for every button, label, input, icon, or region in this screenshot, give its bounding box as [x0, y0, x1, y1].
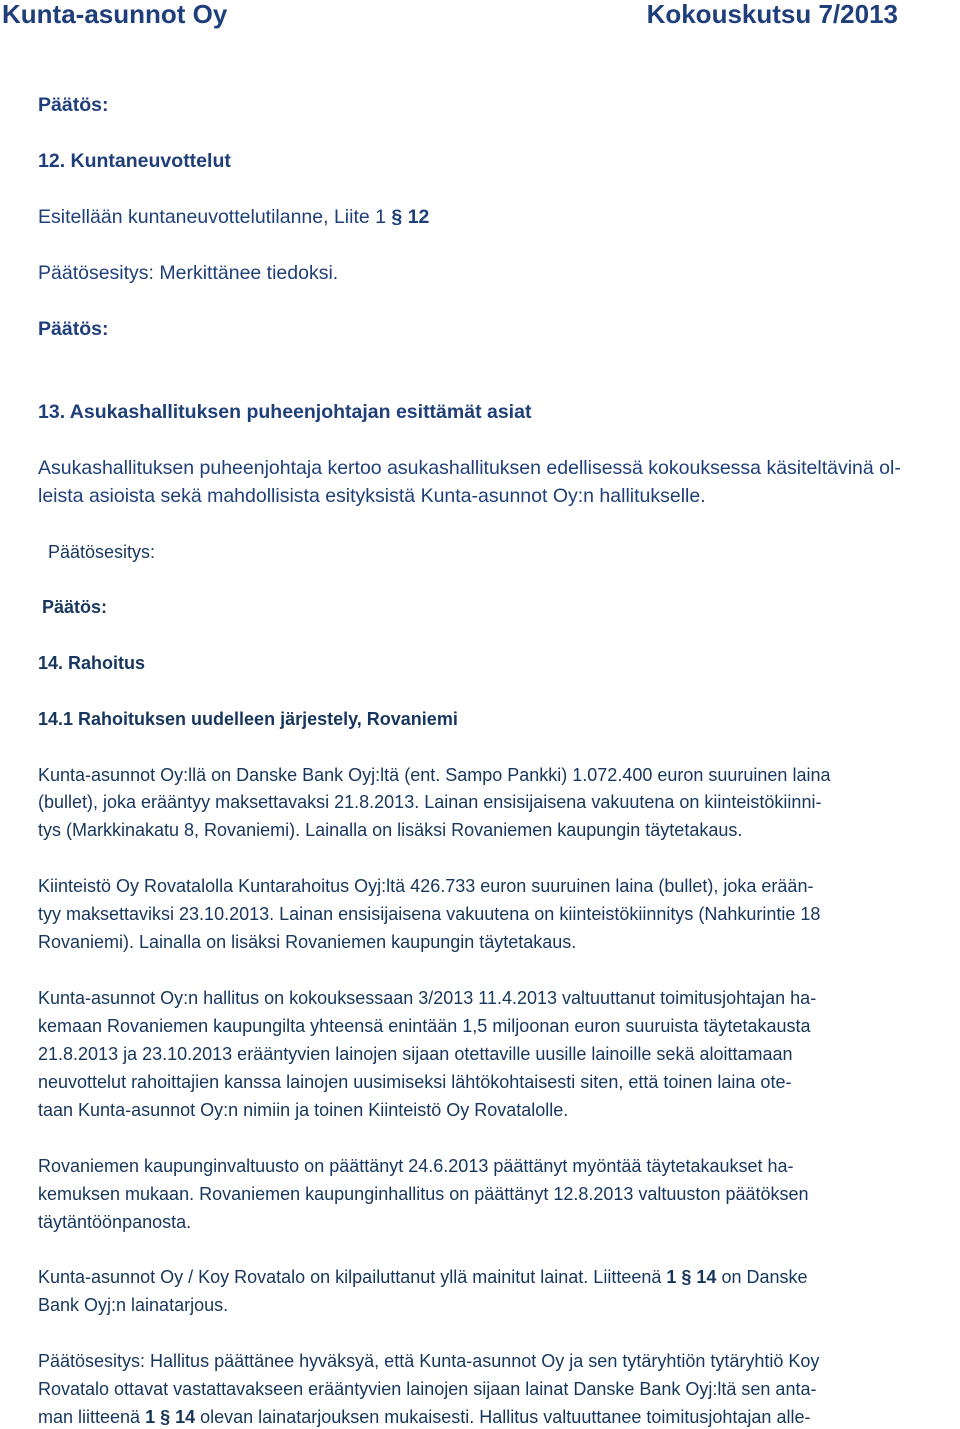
attachment-number: 1: [666, 1267, 677, 1287]
paragraph-line: kemuksen mukaan. Rovaniemen kaupunginhallitus on päättänyt 12.8.2013 valtuuston päätöksen: [38, 1184, 809, 1204]
proposal-line: [38, 1408, 810, 1426]
paragraph-line: Kunta-asunnot Oy:llä on Danske Bank Oyj:ltä (ent. Sampo Pankki) 1.072.400 euron suuruinen laina: [38, 765, 831, 785]
attachment-paragraph-line: [38, 1268, 808, 1286]
attachment-number: 12: [402, 206, 430, 228]
paragraph-line: Kiinteistö Oy Rovatalolla Kuntarahoitus Oyj:ltä 426.733 euron suuruinen laina (bullet), joka erään-: [38, 876, 814, 896]
attachment-text: Esitellään kuntaneuvottelutilanne, Liite 1: [38, 206, 392, 228]
paragraph-text: on Danske: [716, 1267, 808, 1287]
paragraph-line: kemaan Rovaniemen kaupungilta yhteensä enintään 1,5 miljoonan euron suuruista täytetakausta: [38, 1016, 811, 1036]
paragraph-line: tys (Markkinakatu 8, Rovaniemi). Lainalla on lisäksi Rovaniemen kaupungin täytetakaus.: [38, 820, 743, 840]
paragraph-text: man liitteenä: [38, 1407, 146, 1427]
section-13-line-1: Asukashallituksen puheenjohtaja kertoo asukashallituksen edellisessä kokouksessa käsiteltävinä ol-: [38, 457, 901, 479]
section-13-proposal: Päätösesitys:: [48, 542, 156, 562]
paragraph-line: neuvottelut rahoittajien kanssa lainojen uusimiseksi lähtökohtaisesti siten, että toinen laina ote-: [38, 1072, 792, 1092]
paragraph-line: Rovaniemi). Lainalla on lisäksi Rovaniemen kaupungin täytetakaus.: [38, 932, 577, 952]
paragraph-line: (bullet), joka erääntyy maksettavaksi 21.8.2013. Lainan ensisijaisena vakuutena on kiinteistökiinni-: [38, 792, 822, 812]
section-12-attachment-line: [38, 208, 429, 228]
section-13-decision: Päätös:: [42, 597, 108, 617]
section-14-1-title: 14.1 Rahoituksen uudelleen järjestely, Rovaniemi: [38, 709, 458, 729]
paragraph-line: taan Kunta-asunnot Oy:n nimiin ja toinen Kiinteistö Oy Rovatalolle.: [38, 1100, 569, 1120]
paragraph-line: Rovaniemen kaupunginvaltuusto on päättänyt 24.6.2013 päättänyt myöntää täytetakaukset ha-: [38, 1156, 794, 1176]
section-14-title: 14. Rahoitus: [38, 653, 146, 673]
header-organization: Kunta-asunnot Oy: [2, 0, 228, 29]
proposal-line: Päätösesitys: Hallitus päättänee hyväksyä, että Kunta-asunnot Oy ja sen tytäryhtiön tytäryhtiö Koy: [38, 1351, 820, 1371]
paragraph-text: olevan lainatarjouksen mukaisesti. Hallitus valtuuttanee toimitusjohtajan alle-: [195, 1407, 811, 1427]
section-number: 14: [170, 1407, 196, 1427]
paragraph-line: Bank Oyj:n lainatarjous.: [38, 1295, 229, 1315]
paragraph-line: Kunta-asunnot Oy:n hallitus on kokouksessaan 3/2013 11.4.2013 valtuuttanut toimitusjohtajan ha-: [38, 988, 817, 1008]
section-13-title: 13. Asukashallituksen puheenjohtajan esittämät asiat: [38, 401, 532, 423]
section-sign-icon: §: [155, 1407, 171, 1427]
section-12-title: 12. Kuntaneuvottelut: [38, 150, 231, 172]
attachment-number: 1: [145, 1407, 156, 1427]
section-number: 14: [691, 1267, 717, 1287]
paragraph-line: 21.8.2013 ja 23.10.2013 erääntyvien lainojen sijaan otettaville uusille lainoille sekä aloittamaan: [38, 1044, 793, 1064]
section-sign-icon: §: [391, 206, 403, 228]
paragraph-line: täytäntöönpanosta.: [38, 1212, 192, 1232]
decision-label: Päätös:: [38, 94, 109, 116]
paragraph-line: tyy maksettaviksi 23.10.2013. Lainan ensisijaisena vakuutena on kiinteistökiinnitys (Nahkurintie 18: [38, 904, 821, 924]
proposal-line: Rovatalo ottavat vastattavakseen erääntyvien lainojen sijaan lainat Danske Bank Oyj:ltä sen anta-: [38, 1379, 817, 1399]
paragraph-text: Kunta-asunnot Oy / Koy Rovatalo on kilpailuttanut yllä mainitut lainat. Liitteenä: [38, 1267, 667, 1287]
section-12-decision: Päätös:: [38, 318, 109, 340]
section-12-proposal: Päätösesitys: Merkittänee tiedoksi.: [38, 262, 339, 284]
section-sign-icon: §: [676, 1267, 692, 1287]
section-13-line-2: leista asioista sekä mahdollisista esityksistä Kunta-asunnot Oy:n hallitukselle.: [38, 485, 706, 507]
header-document-title: Kokouskutsu 7/2013: [646, 0, 898, 29]
